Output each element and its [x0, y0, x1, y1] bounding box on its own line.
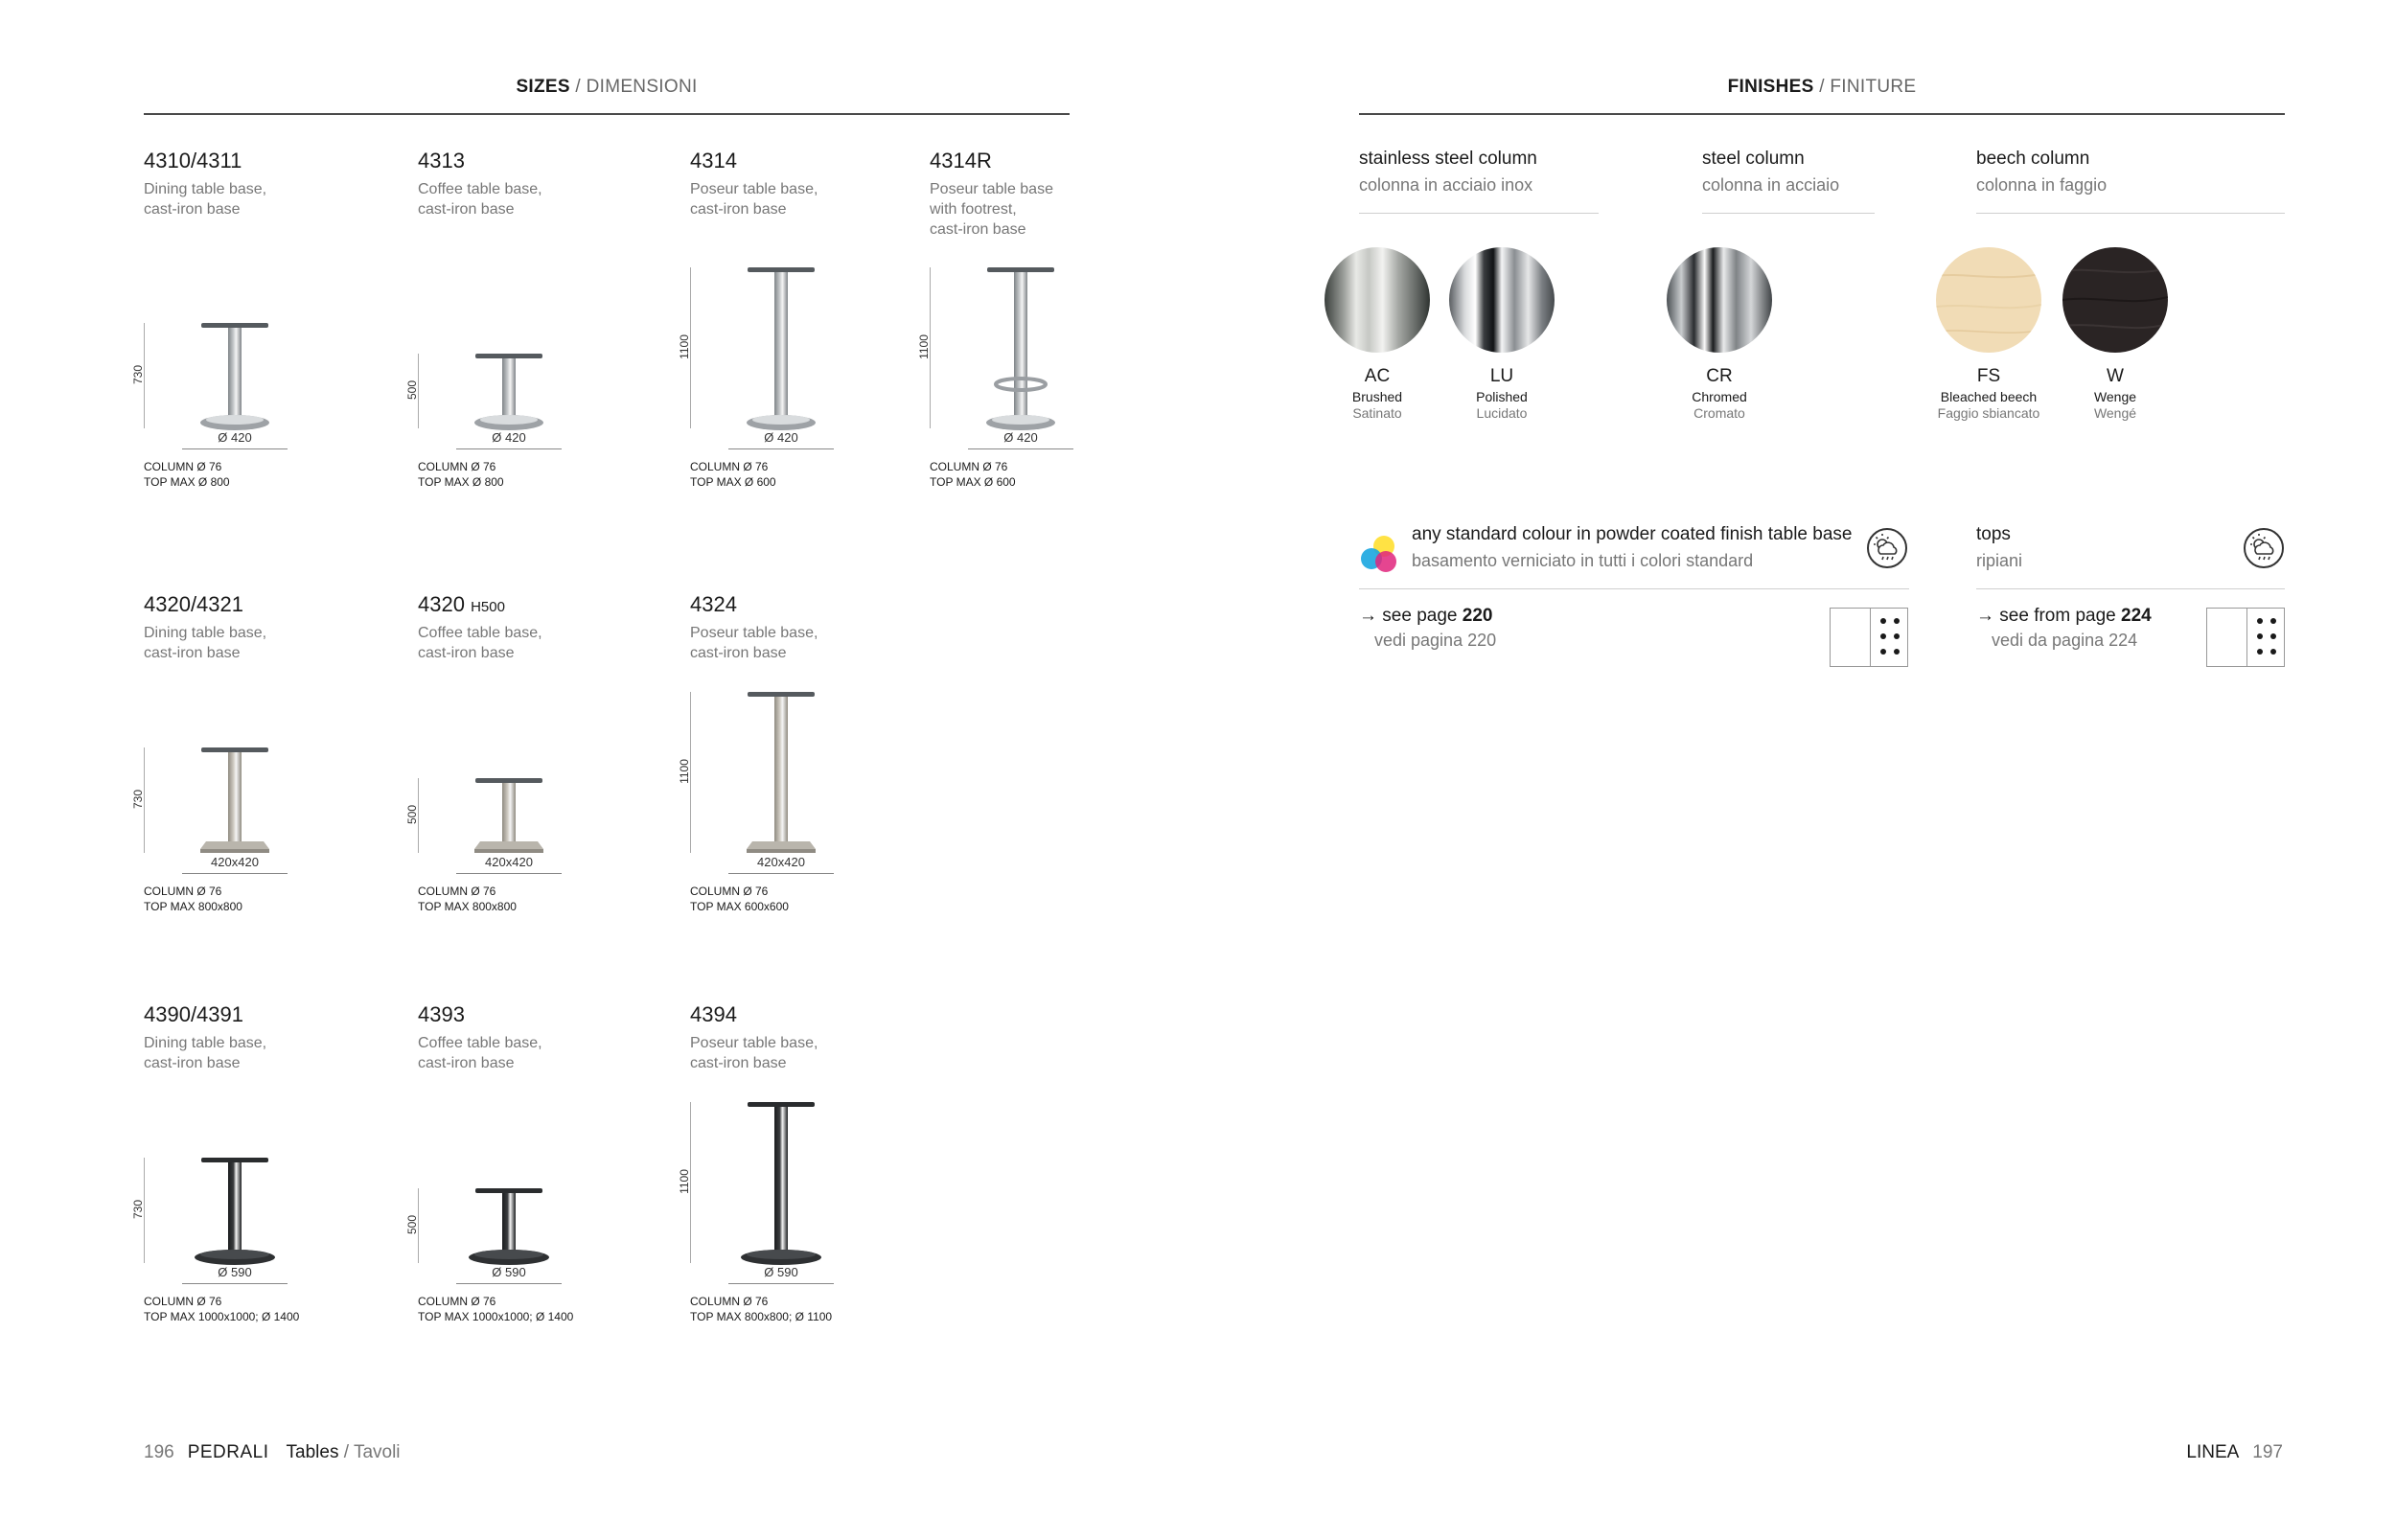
base-dimension: 420x420 [456, 855, 562, 874]
product-specs [418, 459, 504, 490]
product-specs [690, 1294, 832, 1324]
finish-group-divider [1359, 213, 1599, 214]
top-max-spec: TOP MAX 800x800 [418, 900, 517, 913]
base-dimension: 420x420 [728, 855, 834, 874]
swatch-bleached-beech [1936, 247, 2041, 353]
product-4393 [405, 1002, 677, 1395]
page-thumbnail-icon [2206, 608, 2285, 667]
product-description: Poseur table base with footrest, cast-iron base [930, 181, 1053, 238]
product-description: Coffee table base, cast-iron base [418, 625, 542, 661]
footer-left: 196 PEDRALI Tables / Tavoli [144, 1442, 401, 1462]
swatch-polished [1449, 247, 1555, 353]
column-spec: COLUMN Ø 76 [418, 885, 496, 898]
table-base-image [173, 319, 297, 432]
finishes-title: FINISHES [1727, 77, 1814, 97]
column-spec: COLUMN Ø 76 [690, 1295, 769, 1308]
weather-outdoor-icon [2243, 527, 2285, 569]
column-spec: COLUMN Ø 76 [690, 885, 769, 898]
product-code: 4320 H500 [418, 592, 505, 616]
product-4313 [405, 149, 677, 541]
product-code: 4310/4311 [144, 149, 242, 172]
product-code: 4320/4321 [144, 592, 243, 616]
finish-group-stainless-title: stainless steel column [1359, 149, 1537, 169]
product-code: 4390/4391 [144, 1002, 243, 1026]
height-value: 500 [405, 379, 419, 401]
color-wheel-icon [1357, 532, 1401, 576]
column-spec: COLUMN Ø 76 [930, 460, 1008, 473]
arrow-right-icon: → [1359, 606, 1377, 626]
product-description: Coffee table base, cast-iron base [418, 1035, 542, 1071]
product-specs [144, 1294, 299, 1324]
category: Tables [286, 1442, 339, 1462]
table-base-image [958, 264, 1083, 432]
product-description: Dining table base, cast-iron base [144, 1035, 267, 1071]
product-specs [418, 884, 517, 914]
table-base-image [447, 774, 571, 857]
height-value: 730 [131, 789, 145, 810]
arrow-right-icon: → [1976, 606, 1994, 626]
finish-group-beech-title: beech column [1976, 149, 2090, 169]
base-dimension: Ø 590 [728, 1265, 834, 1284]
base-dimension: Ø 420 [182, 430, 288, 449]
page-thumbnail-icon [1830, 608, 1908, 667]
product-4310-4311 [131, 149, 403, 541]
sizes-title: SIZES [516, 77, 570, 97]
finish-group-stainless-sub: colonna in acciaio inox [1359, 175, 1533, 195]
product-specs [690, 459, 776, 490]
column-spec: COLUMN Ø 76 [144, 885, 222, 898]
swatch-label-ac: AC Brushed Satinato [1351, 366, 1403, 421]
height-value: 1100 [917, 334, 931, 359]
product-4320-4321 [131, 592, 403, 985]
top-max-spec: TOP MAX Ø 600 [930, 475, 1016, 489]
base-dimension: Ø 420 [456, 430, 562, 449]
product-4320-h500 [405, 592, 677, 985]
top-max-spec: TOP MAX 1000x1000; Ø 1400 [144, 1310, 300, 1323]
swatch-chromed [1667, 247, 1772, 353]
base-dimension: Ø 590 [182, 1265, 288, 1284]
base-dimension: Ø 420 [968, 430, 1073, 449]
tops-divider [1976, 588, 2285, 589]
table-base-image [719, 1098, 843, 1267]
page-number-left: 196 [144, 1442, 174, 1462]
table-base-image [173, 744, 297, 857]
product-code: 4394 [690, 1002, 737, 1026]
tops-see-page-link[interactable]: → see from page 224 [1976, 606, 2152, 626]
swatch-label-lu: LU Polished Lucidato [1476, 366, 1528, 421]
product-description: Dining table base, cast-iron base [144, 625, 267, 661]
sizes-section-header: SIZES / DIMENSIONI [144, 77, 1070, 115]
swatch-brushed [1325, 247, 1430, 353]
powder-sub: basamento verniciato in tutti i colori standard [1412, 551, 1754, 570]
top-max-spec: TOP MAX 600x600 [690, 900, 789, 913]
swatch-wenge [2062, 247, 2168, 353]
finishes-title-it: FINITURE [1830, 77, 1917, 97]
product-4314 [678, 149, 949, 541]
swatch-label-fs: FS Bleached beech Faggio sbiancato [1937, 366, 2040, 421]
product-description: Poseur table base, cast-iron base [690, 1035, 818, 1071]
table-base-image [447, 350, 571, 432]
product-specs [690, 884, 789, 914]
height-value: 1100 [678, 334, 691, 359]
weather-outdoor-icon [1866, 527, 1908, 569]
product-code: 4393 [418, 1002, 465, 1026]
product-code: 4314 [690, 149, 737, 172]
product-4314r [917, 149, 1188, 541]
height-value: 1100 [678, 1169, 691, 1194]
category-it: Tavoli [353, 1442, 401, 1462]
brand-name: PEDRALI [187, 1442, 269, 1462]
sizes-title-it: DIMENSIONI [586, 77, 698, 97]
height-value: 1100 [678, 759, 691, 784]
product-description: Poseur table base, cast-iron base [690, 181, 818, 218]
height-value: 500 [405, 1214, 419, 1235]
column-spec: COLUMN Ø 76 [144, 460, 222, 473]
powder-see-page-link[interactable]: → see page 220 [1359, 606, 1493, 626]
product-4394 [678, 1002, 949, 1395]
swatch-label-w: W Wenge Wengé [2093, 366, 2137, 421]
finish-group-divider [1976, 213, 2285, 214]
column-spec: COLUMN Ø 76 [418, 1295, 496, 1308]
finish-group-steel-sub: colonna in acciaio [1702, 175, 1840, 195]
tops-title: tops [1976, 524, 2011, 544]
collection-name: LINEA [2186, 1442, 2240, 1462]
height-value: 500 [405, 804, 419, 825]
table-base-image [719, 264, 843, 432]
footer-right [2186, 1442, 2283, 1463]
top-max-spec: TOP MAX Ø 800 [418, 475, 504, 489]
powder-see-page-it: vedi pagina 220 [1374, 631, 1497, 650]
table-base-image [173, 1154, 297, 1267]
product-specs [144, 459, 230, 490]
product-code: 4314R [930, 149, 992, 172]
top-max-spec: TOP MAX 1000x1000; Ø 1400 [418, 1310, 574, 1323]
product-specs [930, 459, 1016, 490]
base-dimension: 420x420 [182, 855, 288, 874]
product-description: Coffee table base, cast-iron base [418, 181, 542, 218]
product-4390-4391 [131, 1002, 403, 1395]
powder-title: any standard colour in powder coated finish table base [1412, 524, 1853, 544]
top-max-spec: TOP MAX Ø 800 [144, 475, 230, 489]
product-4324 [678, 592, 949, 985]
tops-sub: ripiani [1976, 551, 2023, 570]
product-description: Poseur table base, cast-iron base [690, 625, 818, 661]
finish-group-divider [1702, 213, 1875, 214]
height-value: 730 [131, 1199, 145, 1220]
tops-see-page-it: vedi da pagina 224 [1992, 631, 2138, 650]
product-description: Dining table base, cast-iron base [144, 181, 267, 218]
powder-divider [1359, 588, 1909, 589]
top-max-spec: TOP MAX Ø 600 [690, 475, 776, 489]
top-max-spec: TOP MAX 800x800 [144, 900, 242, 913]
table-base-image [719, 688, 843, 857]
swatch-label-cr: CR Chromed Cromato [1692, 366, 1747, 421]
product-specs [144, 884, 242, 914]
product-code: 4313 [418, 149, 465, 172]
product-code: 4324 [690, 592, 737, 616]
table-base-image [447, 1184, 571, 1267]
base-dimension: Ø 590 [456, 1265, 562, 1284]
top-max-spec: TOP MAX 800x800; Ø 1100 [690, 1310, 833, 1323]
column-spec: COLUMN Ø 76 [690, 460, 769, 473]
finish-group-steel-title: steel column [1702, 149, 1805, 169]
finishes-section-header: FINISHES / FINITURE [1359, 77, 2285, 115]
column-spec: COLUMN Ø 76 [418, 460, 496, 473]
column-spec: COLUMN Ø 76 [144, 1295, 222, 1308]
product-specs [418, 1294, 573, 1324]
base-dimension: Ø 420 [728, 430, 834, 449]
product-code-suffix: H500 [471, 599, 505, 615]
height-value: 730 [131, 364, 145, 385]
page-number-right: 197 [2252, 1442, 2283, 1462]
finish-group-beech-sub: colonna in faggio [1976, 175, 2108, 195]
